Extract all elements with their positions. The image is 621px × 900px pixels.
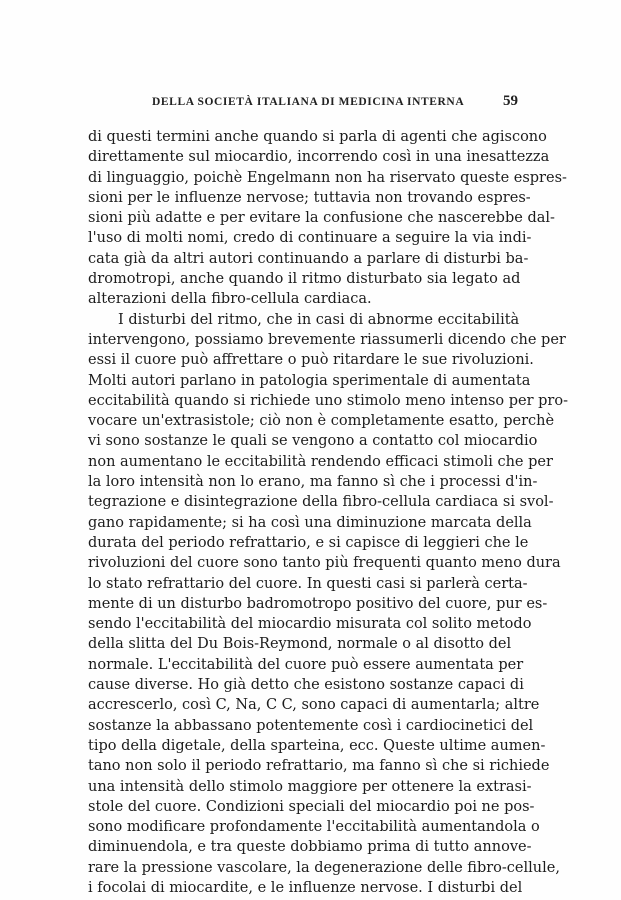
- text-line: sioni più adatte e per evitare la confusione che nascerebbe dal-: [88, 210, 555, 227]
- text-line: durata del periodo refrattario, e si capisce di leggieri che le: [88, 534, 529, 551]
- text-line: una intensità dello stimolo maggiore per ottenere la extrasi-: [88, 778, 532, 795]
- running-title: DELLA SOCIETÀ ITALIANA DI MEDICINA INTERNA: [152, 96, 465, 108]
- text-line: gano rapidamente; si ha così una diminuzione marcata della: [88, 514, 532, 531]
- page-number: 59: [503, 93, 518, 109]
- text-line: vocare un'extrasistole; ciò non è completamente esatto, perchè: [88, 413, 555, 430]
- text-line: rare la pressione vascolare, la degenerazione delle fibro-cellule,: [88, 859, 560, 876]
- running-header: [88, 94, 518, 114]
- text-line: Molti autori parlano in patologia sperimentale di aumentata: [88, 372, 531, 389]
- text-line: eccitabilità quando si richiede uno stimolo meno intenso per pro-: [88, 392, 568, 409]
- text-line: sostanze la abbassano potentemente così i cardiocinetici del: [88, 717, 534, 734]
- text-line: sendo l'eccitabilità del miocardio misurata col solito metodo: [88, 616, 532, 633]
- text-line: non aumentano le eccitabilità rendendo efficaci stimoli che per: [88, 453, 553, 470]
- text-line: tipo della digetale, della sparteina, ecc. Queste ultime aumen-: [88, 737, 546, 754]
- text-line: alterazioni della fibro-cellula cardiaca.: [88, 291, 372, 308]
- text-line: l'uso di molti nomi, credo di continuare a seguire la via indi-: [88, 230, 532, 247]
- text-line: intervengono, possiamo brevemente riassumerli dicendo che per: [88, 331, 566, 348]
- text-line: mente di un disturbo badromotropo positivo del cuore, pur es-: [88, 595, 548, 612]
- text-line: tegrazione e disintegrazione della fibro-cellula cardiaca si svol-: [88, 494, 554, 511]
- text-line: rivoluzioni del cuore sono tanto più frequenti quanto meno dura: [88, 555, 561, 572]
- text-line: normale. L'eccitabilità del cuore può essere aumentata per: [88, 656, 524, 673]
- text-line: essi il cuore può affrettare o può ritardare le sue rivoluzioni.: [88, 352, 534, 369]
- text-line: vi sono sostanze le quali se vengono a contatto col miocardio: [88, 433, 538, 450]
- text-line: accrescerlo, così C, Na, C C, sono capaci di aumentarla; altre: [88, 697, 540, 714]
- paragraph-1: [88, 127, 567, 310]
- text-line: della slitta del Du Bois-Reymond, normale o al disotto del: [88, 636, 512, 653]
- text-line: I disturbi del ritmo, che in casi di abnorme eccitabilità: [118, 311, 520, 328]
- text-line: sono modificare profondamente l'eccitabilità aumentandola o: [88, 819, 540, 836]
- body-text: [88, 127, 568, 898]
- text-line: la loro intensità non lo erano, ma fanno sì che i processi d'in-: [88, 474, 538, 491]
- text-line: lo stato refrattario del cuore. In questi casi si parlerà certa-: [88, 575, 528, 592]
- text-line: direttamente sul miocardio, incorrendo così in una inesattezza: [88, 149, 550, 166]
- text-line: stole del cuore. Condizioni speciali del miocardio poi ne pos-: [88, 798, 535, 815]
- text-line: sioni per le influenze nervose; tuttavia non trovando espres-: [88, 189, 531, 206]
- text-line: i focolai di miocardite, e le influenze nervose. I disturbi del: [88, 879, 523, 896]
- text-line: di questi termini anche quando si parla di agenti che agiscono: [88, 129, 547, 145]
- paragraph-2: [88, 310, 568, 899]
- text-line: di linguaggio, poichè Engelmann non ha riservato queste espres-: [88, 169, 567, 186]
- text-line: tano non solo il periodo refrattario, ma fanno sì che si richiede: [88, 758, 550, 775]
- text-line: diminuendola, e tra queste dobbiamo prima di tutto annove-: [88, 839, 532, 856]
- text-line: cause diverse. Ho già detto che esistono sostanze capaci di: [88, 677, 524, 694]
- text-line: cata già da altri autori continuando a parlare di disturbi ba-: [88, 250, 529, 267]
- text-line: dromotropi, anche quando il ritmo disturbato sia legato ad: [88, 271, 521, 288]
